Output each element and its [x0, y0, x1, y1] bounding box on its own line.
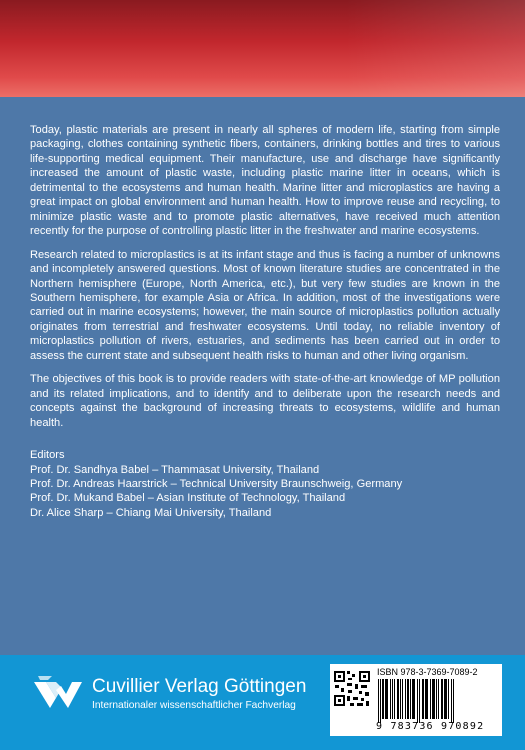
- barcode-bar: [436, 679, 437, 719]
- cover-text: [30, 123, 500, 520]
- barcode-bar: [400, 679, 401, 719]
- barcode-bar: [422, 679, 424, 719]
- description-paragraph-1: Today, plastic materials are present in nearly all spheres of modern life, starting from simple packaging, clothes containing synthetic fibers, containers, drinking bottles and tires to various life-supporting medical equipment. Their manufacture, use and discharge have significantly increased the amount of plastic waste, including plastic marine litter in oceans, which is detrimental to the ecosystems and human health. Marine litter and microplastics are having a great impact on global environment and human health. How to improve reuse and recycling, to minimize plastic waste and to promote plastic alternatives, have received much attention recently for the purpose of controlling plastic litter in the freshwater and marine ecosystems.: [30, 124, 500, 238]
- barcode-bar: [392, 679, 393, 719]
- publisher-tagline: Internationaler wissenschaftlicher Fachverlag: [92, 700, 296, 711]
- barcode-bar: [378, 679, 379, 723]
- barcode-bar: [382, 679, 384, 719]
- top-color-band: [0, 0, 525, 103]
- barcode-bar: [397, 679, 399, 719]
- barcode-bar: [430, 679, 431, 719]
- barcode-bar: [407, 679, 409, 719]
- barcode-bar: [451, 679, 452, 723]
- barcode-bar: [412, 679, 414, 719]
- qr-code-icon: [333, 668, 371, 730]
- barcode-bar: [402, 679, 403, 719]
- barcode-bar: [446, 679, 447, 719]
- editors-heading: Editors: [30, 449, 65, 462]
- barcode-bar: [419, 679, 420, 723]
- barcode-bar: [385, 679, 387, 719]
- barcode-bar: [417, 679, 418, 723]
- barcode-bar: [414, 679, 415, 719]
- barcode-bar: [380, 679, 381, 723]
- barcode-bar: [390, 679, 391, 719]
- editor-item: Prof. Dr. Mukand Babel – Asian Institute of Technology, Thailand: [30, 492, 346, 505]
- barcode-bar: [394, 679, 395, 719]
- barcode-bar: [432, 679, 434, 719]
- barcode-bar: [425, 679, 427, 719]
- barcode-bar: [444, 679, 446, 719]
- barcode-bar: [427, 679, 428, 719]
- barcode-bar: [405, 679, 406, 719]
- publisher-name: Cuvillier Verlag Göttingen: [92, 676, 307, 697]
- isbn-label: ISBN 978-3-7369-7089-2: [377, 667, 478, 677]
- barcode-bar: [438, 679, 439, 719]
- barcode-bar: [434, 679, 435, 719]
- editors-block: [30, 448, 500, 520]
- barcode-bar: [448, 679, 449, 719]
- description-paragraph-3: The objectives of this book is to provide readers with state-of-the-art knowledge of MP pollution and its related implications, and to identify and to deliberate upon the research needs and concepts against the background of increasing threats to ecosystems, wildlife and human health.: [30, 373, 500, 429]
- barcode-digits: 9 783736 970892: [376, 721, 485, 732]
- ean-barcode: [376, 679, 498, 723]
- barcode-bar: [453, 679, 454, 723]
- description-paragraph-2: Research related to microplastics is at its infant stage and thus is facing a number of unknowns and incompletely answered questions. Most of known literature studies are concentrated in the Northern hemisphere (Europe, North America, etc.), but very few studies are known in the Southern hemisphere, for example Asia or Africa. In addition, most of the investigations were carried out in marine ecosystems; however, the main source of microplastics pollution actually originates from terrestrial and freshwater ecosystems. Until today, no reliable inventory of microplastics pollution of rivers, estuaries, and sediments has been carried out in order to assess the current state and subsequent health risks to human and other living organism.: [30, 248, 500, 362]
- barcode-bar: [410, 679, 411, 719]
- barcode-bar: [387, 679, 388, 719]
- editor-item: Prof. Dr. Andreas Haarstrick – Technical University Braunschweig, Germany: [30, 477, 403, 490]
- cuvillier-logo-icon: [30, 672, 84, 716]
- barcode-bar: [441, 679, 443, 719]
- editor-item: Prof. Dr. Sandhya Babel – Thammasat University, Thailand: [30, 463, 320, 476]
- editor-item: Dr. Alice Sharp – Chiang Mai University, Thailand: [30, 506, 272, 519]
- isbn-barcode-card: [330, 664, 502, 736]
